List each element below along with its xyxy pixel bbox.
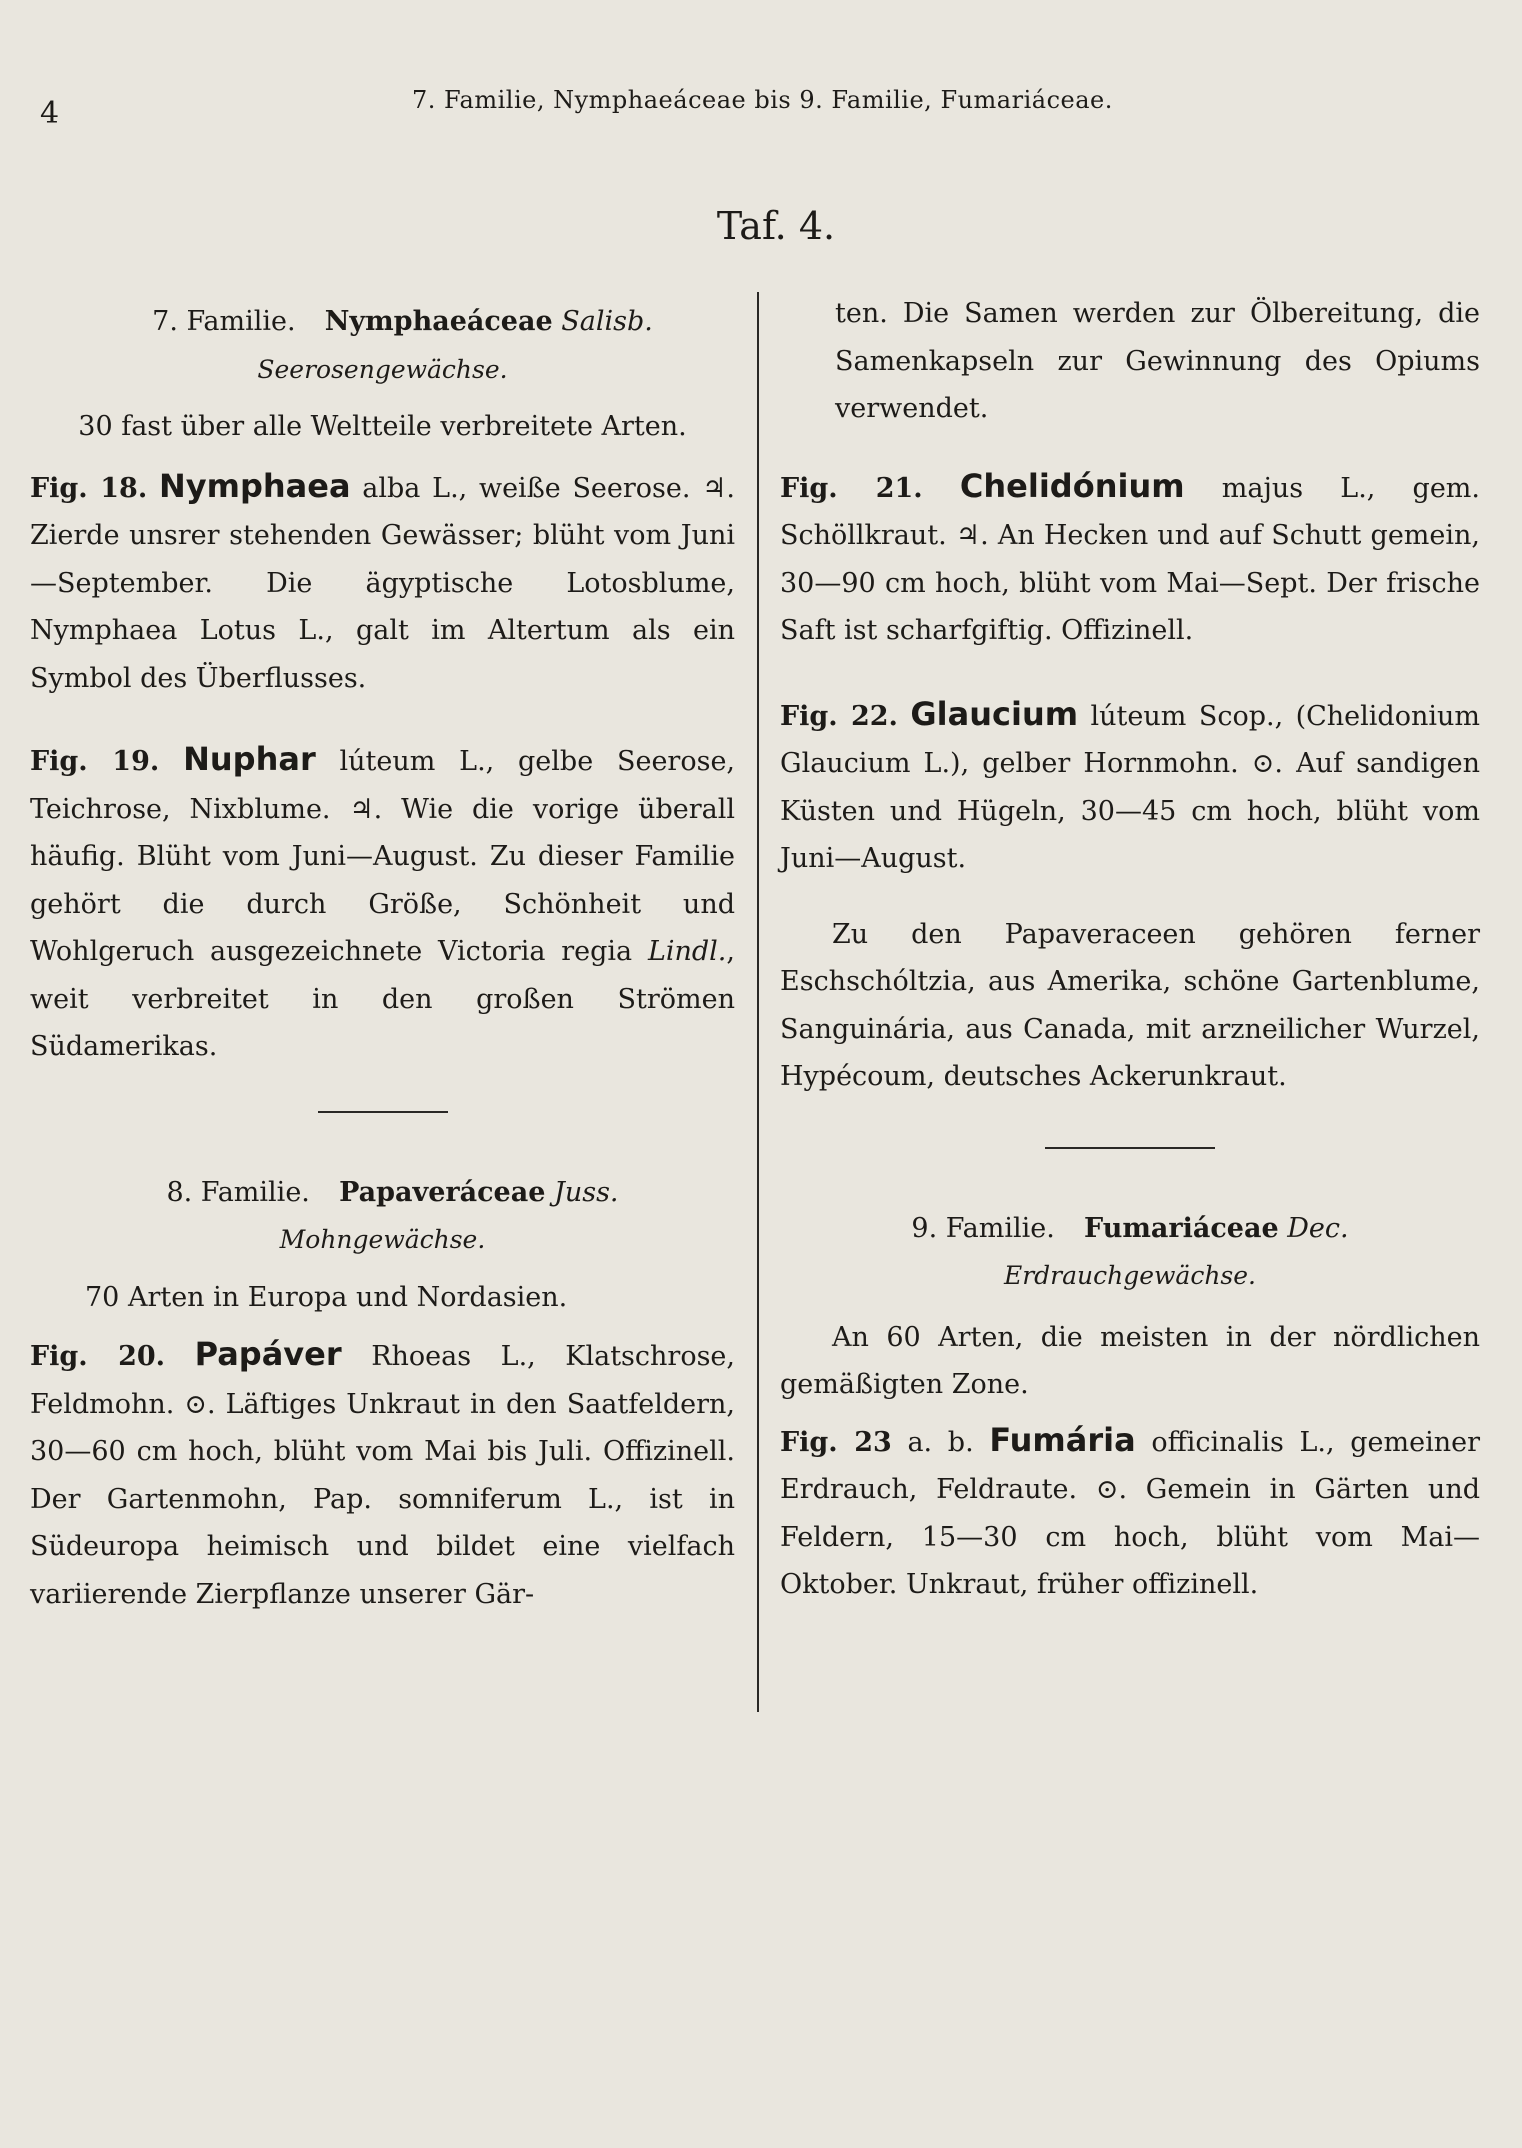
fig-19-entry bbox=[30, 736, 735, 1071]
family-7-note: 30 fast über alle Weltteile verbreitete Arten. bbox=[78, 411, 687, 442]
fig-19-text-a: lúteum L., gelbe Seerose, Teichrose, Nixblume. ♃. Wie die vorige überall häufig. Blüht vom Juni—August. Zu dieser Familie gehört die durch Größe, Schönheit und Wohlgeruch ausgezeichnete Victoria regia bbox=[30, 746, 736, 967]
fig-22-text: lúteum Scop., (Chelidonium Glaucium L.), gelber Hornmohn. ⊙. Auf sandigen Küsten und Hügeln, 30—45 cm hoch, blüht vom Juni—August. bbox=[780, 700, 1480, 874]
fig-22-genus: Glaucium bbox=[910, 694, 1079, 733]
family-name: Fumariáceae bbox=[1084, 1212, 1279, 1244]
family-author: Juss. bbox=[554, 1176, 619, 1208]
fig-19-text-b: , weit verbreitet in den großen Strömen Südamerikas. bbox=[30, 936, 735, 1062]
fig-20-text: Rhoeas L., Klatschrose, Feldmohn. ⊙. Läftiges Unkraut in den Saatfeldern, 30—60 cm hoch, blüht vom Mai bis Juli. Offizinell. Der Gartenmohn, Pap. somniferum L., ist in Südeuropa heimisch und bildet eine vielfach variierende Zierpflanze unserer Gär- bbox=[30, 1341, 735, 1610]
family-author: Salisb. bbox=[561, 306, 653, 337]
family-8-heading bbox=[30, 1169, 735, 1217]
fig-19-genus: Nuphar bbox=[183, 740, 316, 778]
family-label: 8. Familie. bbox=[166, 1176, 310, 1208]
family-8-note: 70 Arten in Europa und Nordasien. bbox=[85, 1281, 568, 1313]
fig-21-label: Fig. 21. bbox=[780, 472, 923, 504]
family-author: Dec. bbox=[1287, 1212, 1349, 1244]
fig-23-text: officinalis L., gemeiner Erdrauch, Feldraute. ⊙. Gemein in Gärten und Feldern, 15—30 cm hoch, blüht vom Mai—Oktober. Unkraut, früher offizinell. bbox=[780, 1426, 1480, 1600]
fig-21-genus: Chelidónium bbox=[959, 466, 1185, 505]
papaveraceae-note: Zu den Papaveraceen gehören ferner Eschschóltzia, aus Amerika, schöne Gartenblume, Sanguinária, aus Canada, mit arzneilicher Wurzel, Hypécoum, deutsches Ackerunkraut. bbox=[780, 918, 1480, 1092]
running-head: 7. Familie, Nymphaeáceae bis 9. Familie, Fumariáceae. bbox=[412, 86, 1113, 114]
family-9-heading bbox=[780, 1205, 1480, 1253]
plate-title: Taf. 4. bbox=[716, 204, 836, 248]
family-label: 7. Familie. bbox=[152, 306, 296, 337]
family-9-note: An 60 Arten, die meisten in der nördlichen gemäßigten Zone. bbox=[780, 1321, 1480, 1400]
fig-21-text: majus L., gem. Schöllkraut. ♃. An Hecken und auf Schutt gemein, 30—90 cm hoch, blüht vom Mai—Sept. Der frische Saft ist scharfgiftig. Offizinell. bbox=[780, 472, 1480, 646]
family-8-common-name: Mohngewächse. bbox=[279, 1225, 486, 1254]
family-9-common-name: Erdrauchgewächse. bbox=[1003, 1261, 1257, 1290]
family-7-common-name: Seerosengewächse. bbox=[257, 354, 508, 384]
family-name: Nymphaeáceae bbox=[324, 306, 553, 337]
fig-23-label: Fig. 23 bbox=[780, 1426, 892, 1458]
fig-19-author: Lindl. bbox=[647, 936, 727, 967]
fig-23-ab: a. b. bbox=[891, 1426, 990, 1458]
right-column bbox=[780, 290, 1480, 1609]
fig-22-label: Fig. 22. bbox=[780, 700, 898, 732]
fig-19-label: Fig. 19. bbox=[30, 746, 160, 777]
fig-22-entry bbox=[780, 691, 1480, 883]
page-number: 4 bbox=[40, 96, 60, 131]
fig-18-genus: Nymphaea bbox=[158, 466, 351, 505]
fig-23-genus: Fumária bbox=[989, 1420, 1136, 1459]
fig-18-entry bbox=[30, 463, 735, 703]
family-7-heading bbox=[30, 298, 735, 346]
fig-20-genus: Papáver bbox=[194, 1335, 342, 1373]
fig-23-entry bbox=[780, 1417, 1480, 1609]
family-label: 9. Familie. bbox=[911, 1212, 1055, 1244]
fig-20-entry bbox=[30, 1331, 735, 1618]
fig-18-text: alba L., weiße Seerose. ♃. Zierde unsrer stehenden Gewässer; blüht vom Juni—September. Die ägyptische Lotosblume, Nymphaea Lotus L., galt im Altertum als ein Symbol des Überflusses. bbox=[30, 472, 735, 694]
fig-18-label: Fig. 18. bbox=[30, 472, 148, 504]
family-name: Papaveráceae bbox=[339, 1176, 546, 1208]
fig-21-entry bbox=[780, 463, 1480, 655]
fig-20-label: Fig. 20. bbox=[30, 1341, 166, 1372]
left-column bbox=[30, 298, 735, 1618]
column-divider bbox=[757, 292, 759, 1712]
continuation-text: ten. Die Samen werden zur Ölbereitung, die Samenkapseln zur Gewinnung des Opiums verwendet. bbox=[835, 298, 1480, 424]
